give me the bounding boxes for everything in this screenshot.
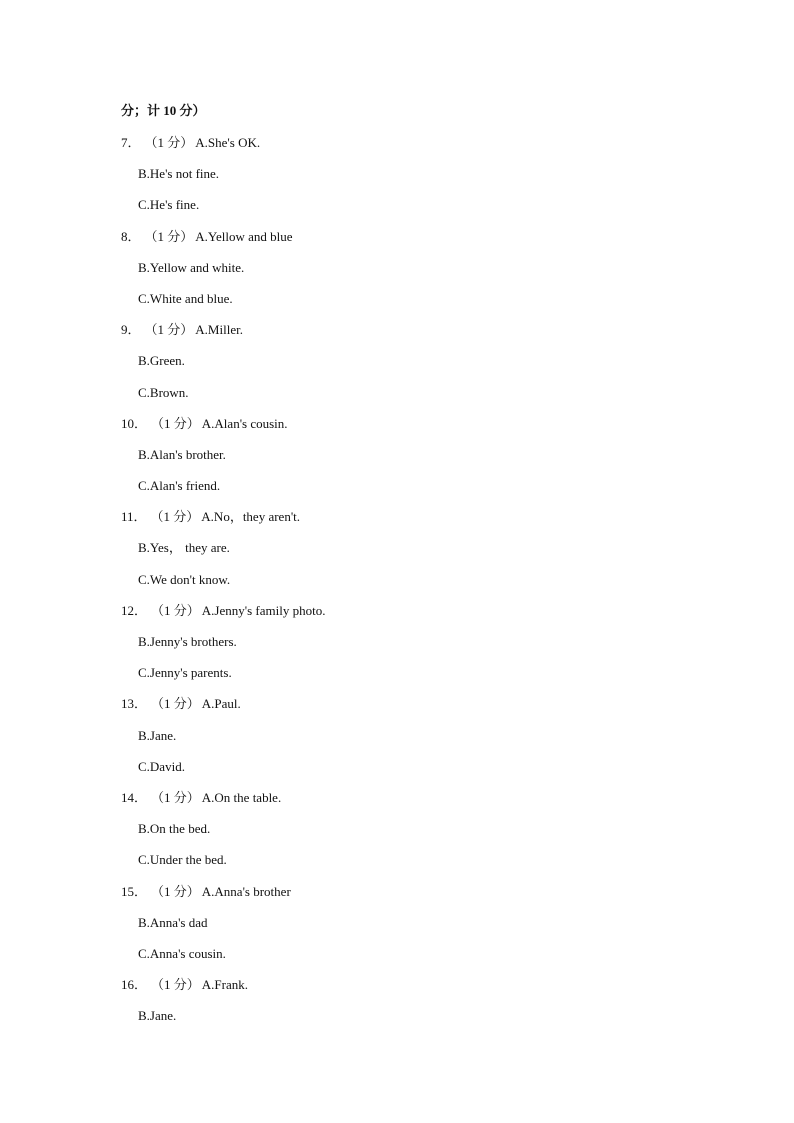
- option-b: B.Yes， they are.: [138, 540, 230, 556]
- option-c: C.White and blue.: [138, 290, 233, 306]
- option-a: A.She's OK.: [195, 135, 261, 150]
- option-b: B.He's not fine.: [138, 166, 220, 182]
- option-a: A.Paul.: [201, 696, 241, 712]
- question-number: 16．: [121, 977, 148, 993]
- option-b: B.Anna's dad: [138, 914, 208, 930]
- question-line: [0, 507, 794, 538]
- option-b: B.Jane.: [138, 1008, 177, 1024]
- question-number: 12．: [121, 602, 148, 618]
- question-10: [0, 414, 794, 508]
- question-line: [0, 694, 794, 725]
- option-c: C.Jenny's parents.: [138, 665, 232, 681]
- option-a: A.No，they aren't.: [201, 509, 301, 525]
- question-8: [0, 227, 794, 321]
- question-number: 10．: [121, 415, 148, 431]
- option-b: B.On the bed.: [138, 821, 211, 837]
- option-b: B.Yellow and white.: [138, 259, 245, 275]
- question-score: （1 分）: [144, 135, 194, 150]
- question-score: （1 分）: [151, 696, 200, 712]
- option-c: C.Alan's friend.: [138, 478, 221, 494]
- question-number: 11．: [121, 509, 147, 525]
- question-score: （1 分）: [144, 228, 194, 244]
- question-line: [0, 414, 794, 445]
- option-a: A.Alan's cousin.: [201, 415, 288, 431]
- question-11: [0, 507, 794, 601]
- option-a: A.Frank.: [201, 977, 248, 993]
- question-7: [0, 133, 794, 227]
- question-score: （1 分）: [151, 789, 200, 805]
- option-a: A.Miller.: [195, 322, 243, 338]
- question-line: [0, 601, 794, 632]
- option-b: B.Alan's brother.: [138, 446, 226, 462]
- question-line: [0, 788, 794, 819]
- question-15: [0, 882, 794, 976]
- question-number: 14．: [121, 789, 148, 805]
- question-9: [0, 320, 794, 414]
- option-c: C.Brown.: [138, 384, 189, 400]
- option-b: B.Jane.: [138, 727, 177, 743]
- option-c: C.David.: [138, 758, 185, 774]
- question-line: [0, 320, 794, 351]
- question-score: （1 分）: [151, 415, 200, 431]
- question-12: [0, 601, 794, 695]
- question-score: （1 分）: [144, 322, 194, 338]
- question-score: （1 分）: [151, 977, 200, 993]
- question-line: [0, 882, 794, 913]
- option-a: A.Anna's brother: [201, 883, 291, 899]
- option-b: B.Green.: [138, 353, 185, 369]
- question-score: （1 分）: [151, 883, 200, 899]
- option-a: A.On the table.: [201, 789, 282, 805]
- option-b: B.Jenny's brothers.: [138, 634, 237, 649]
- question-14: [0, 788, 794, 882]
- question-score: （1 分）: [151, 602, 200, 618]
- question-number: 15．: [121, 883, 148, 899]
- option-c: C.Anna's cousin.: [138, 945, 226, 961]
- question-13: [0, 694, 794, 788]
- option-a: A.Yellow and blue: [195, 228, 293, 244]
- option-c: C.Under the bed.: [138, 852, 227, 868]
- question-score: （1 分）: [150, 509, 200, 525]
- section-header: 分；计 10 分）: [121, 103, 206, 118]
- question-number: 13．: [121, 696, 148, 712]
- option-c: C.We don't know.: [138, 571, 231, 587]
- question-line: [0, 227, 794, 258]
- option-a: A.Jenny's family photo.: [201, 602, 326, 618]
- question-number: 7．: [121, 135, 141, 150]
- question-list: [0, 133, 794, 1037]
- question-number: 9．: [121, 322, 141, 338]
- question-line: [0, 133, 794, 164]
- question-line: [0, 975, 794, 1006]
- question-16: [0, 975, 794, 1037]
- question-number: 8．: [121, 228, 141, 244]
- option-c: C.He's fine.: [138, 197, 200, 213]
